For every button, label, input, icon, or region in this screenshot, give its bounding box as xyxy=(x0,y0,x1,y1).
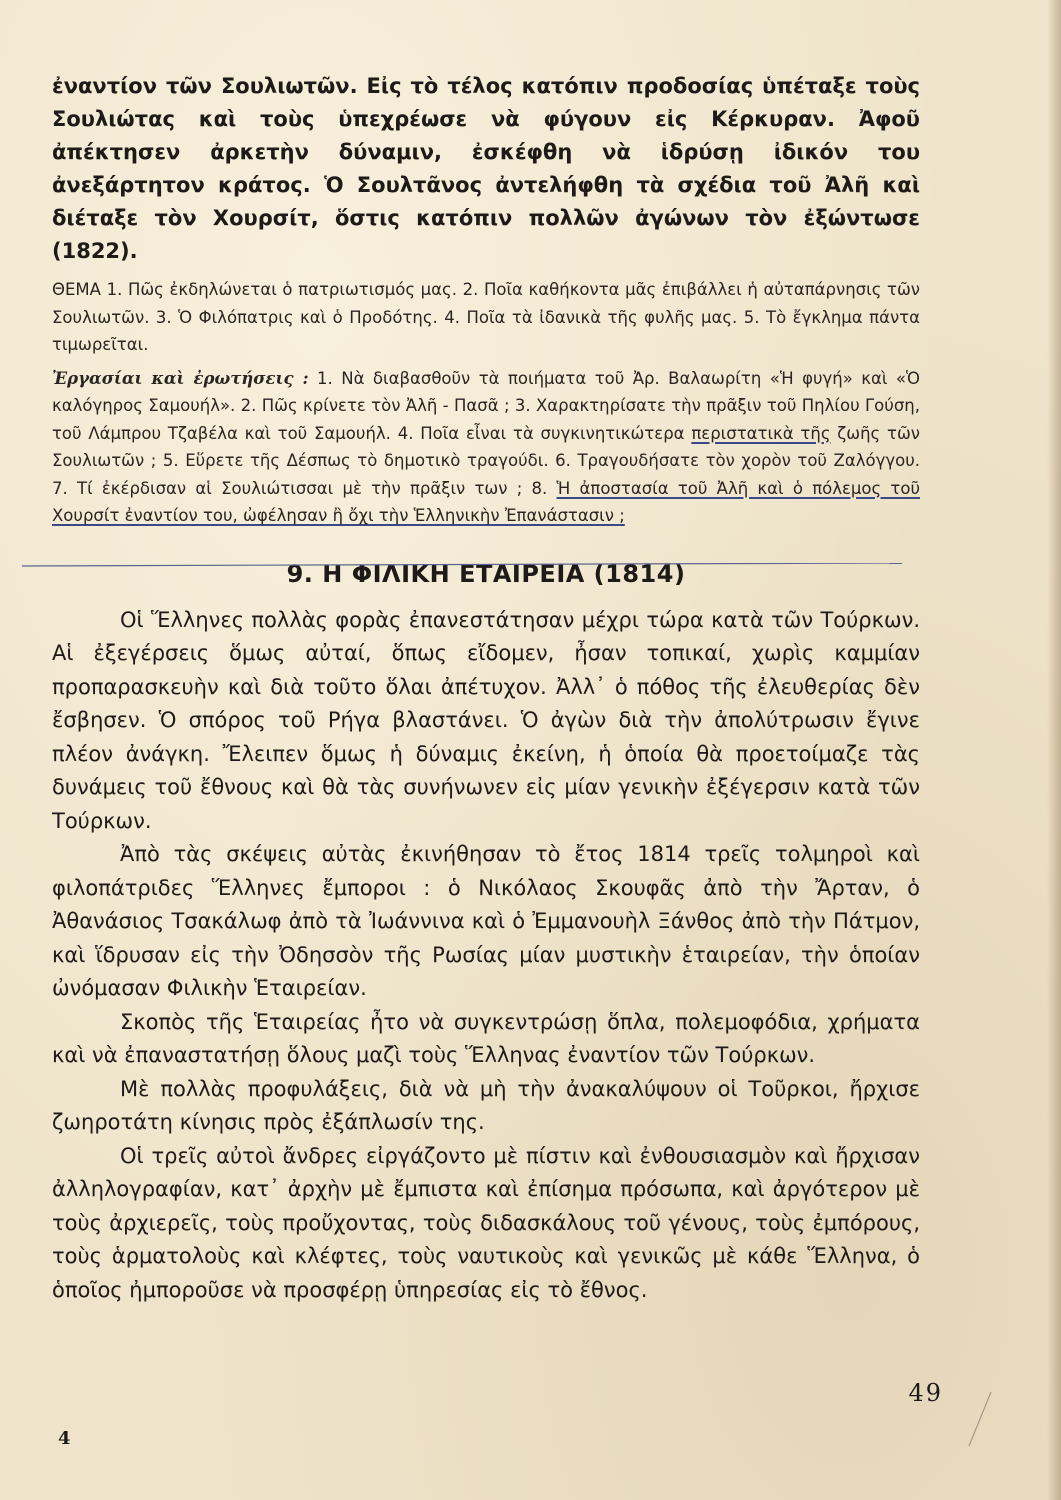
body-paragraph-3: Σκοπὸς τῆς Ἑταιρείας ἦτο νὰ συγκεντρώσῃ ὅπλα, πολεμοφόδια, χρήματα καὶ νὰ ἐπαναστατήσῃ ὅλους μαζὶ τοὺς Ἕλληνας ἐναντίον τῶν Τούρκων. xyxy=(52,1009,920,1067)
page-content xyxy=(52,70,920,1307)
exercises-text-1: 1. Νὰ διαβασθοῦν τὰ ποιήματα τοῦ Ἀρ. Βαλαωρίτη «Ἡ φυγή» καὶ «Ὁ καλόγηρος Σαμουήλ». 2. Πῶς κρίνετε τὸν Ἀλῆ - Πασᾶ ; 3. Χαρακτηρίσατε τὴν πρᾶξιν τοῦ Πηλίου Γούση, τοῦ Λάμπρου Τζαβέλα καὶ τοῦ Σαμουήλ. 4. Ποῖα εἶναι τὰ συγκινητικώτερα xyxy=(52,368,920,443)
signature-mark: 4 xyxy=(58,1428,71,1449)
pencil-mark-icon xyxy=(961,1390,1001,1450)
body-paragraph-5: Οἱ τρεῖς αὐτοὶ ἄνδρες εἰργάζοντο μὲ πίστιν καὶ ἐνθουσιασμὸν καὶ ἤρχισαν ἀλληλογραφίαν, κατ᾽ ἀρχὴν μὲ ἔμπιστα καὶ ἐπίσημα πρόσωπα, καὶ ἀργότερον μὲ τοὺς ἀρχιερεῖς, τοὺς προὔχοντας, τοὺς διδασκάλους τοῦ γένους, τοὺς ἐμπόρους, τοὺς ἁρματολοὺς καὶ κλέφτες, τοὺς ναυτικοὺς καὶ γενικῶς μὲ κάθε Ἕλληνα, ὁ ὁποῖος ἠμποροῦσε νὰ προσφέρῃ ὑπηρεσίας εἰς τὸ ἔθνος. xyxy=(52,1143,920,1302)
page-edge-shadow xyxy=(1047,0,1061,1500)
body-paragraph-1: Οἱ Ἕλληνες πολλὰς φορὰς ἐπανεστάτησαν μέχρι τώρα κατὰ τῶν Τούρκων. Αἱ ἐξεγέρσεις ὅμως αὐταί, ὅπως εἴδομεν, ἦσαν τοπικαί, χωρὶς καμμίαν προπαρασκευὴν καὶ διὰ τοῦτο ὅλαι ἀπέτυχον. Ἀλλ᾽ ὁ πόθος τῆς ἐλευθερίας δὲν ἔσβησεν. Ὁ σπόρος τοῦ Ρήγα βλαστάνει. Ὁ ἀγὼν διὰ τὴν ἀπολύτρωσιν ἔγινε πλέον ἀνάγκη. Ἔλειπεν ὅμως ἡ δύναμις ἐκείνη, ἡ ὁποία θὰ προετοίμαζε τὰς δυνάμεις τοῦ ἔθνους καὶ θὰ τὰς συνήνωνεν εἰς μίαν γενικὴν ἐξέγερσιν κατὰ τῶν Τούρκων. xyxy=(52,607,920,833)
section-title: 9. Η ΦΙΛΙΚΗ ΕΤΑΙΡΕΙΑ (1814) xyxy=(286,559,686,588)
exercises-text-2: ζωῆς τῶν Σουλιωτῶν ; 5. Εὕρετε τῆς Δέσπως τὸ δημοτικὸ τραγούδι. 6. Τραγουδήσατε τὸν χορὸν τοῦ Ζαλόγγου. 7. Τί ἐκέρδισαν αἱ Σουλιώτισσαι μὲ τὴν πρᾶξιν των ; 8. xyxy=(52,423,920,498)
exercises-paragraph xyxy=(52,365,920,530)
themes-paragraph: ΘΕΜΑ 1. Πῶς ἐκδηλώνεται ὁ πατριωτισμός μας. 2. Ποῖα καθήκοντα μᾶς ἐπιβάλλει ἡ αὐταπάρνησις τῶν Σουλιωτῶν. 3. Ὁ Φιλόπατρις καὶ ὁ Προδότης. 4. Ποῖα τὰ ἰδανικὰ τῆς φυλῆς μας. 5. Τὸ ἔγκλημα πάντα τιμωρεῖται. xyxy=(52,280,920,354)
body-paragraph-4: Μὲ πολλὰς προφυλάξεις, διὰ νὰ μὴ τὴν ἀνακαλύψουν οἱ Τοῦρκοι, ἤρχισε ζωηροτάτη κίνησις πρὸς ἐξάπλωσίν της. xyxy=(52,1076,920,1134)
exercises-label: Ἐργασίαι καὶ ἐρωτήσεις : xyxy=(52,368,309,388)
exercises-underlined-1: περιστατικὰ τῆς xyxy=(691,423,831,443)
body-paragraph-2: Ἀπὸ τὰς σκέψεις αὐτὰς ἐκινήθησαν τὸ ἔτος 1814 τρεῖς τολμηροὶ καὶ φιλοπάτριδες Ἕλληνες ἔμποροι : ὁ Νικόλαος Σκουφᾶς ἀπὸ τὴν Ἄρταν, ὁ Ἀθανάσιος Τσακάλωφ ἀπὸ τὰ Ἰωάννινα καὶ ὁ Ἐμμανουὴλ Ξάνθος ἀπὸ τὴν Πάτμον, καὶ ἵδρυσαν εἰς τὴν Ὀδησσὸν τῆς Ρωσίας μίαν μυστικὴν ἑταιρείαν, τὴν ὁποίαν ὠνόμασαν Φιλικὴν Ἑταιρείαν. xyxy=(52,842,920,1000)
exercises-underlined-2: Ἡ ἀποστασία τοῦ Ἀλῆ καὶ ὁ πόλεμος τοῦ Χουρσίτ ἐναντίον του, ὠφέλησαν ἢ ὄχι τὴν Ἑλληνικὴν Ἐπανάστασιν ; xyxy=(52,478,920,525)
pen-stroke-line xyxy=(22,563,902,567)
page-number: 49 xyxy=(908,1379,943,1407)
intro-paragraph: ἐναντίον τῶν Σουλιωτῶν. Εἰς τὸ τέλος κατόπιν προδοσίας ὑπέταξε τοὺς Σουλιώτας καὶ τοὺς ὑπεχρέωσε νὰ φύγουν εἰς Κέρκυραν. Ἀφοῦ ἀπέκτησεν ἀρκετὴν δύναμιν, ἐσκέφθη νὰ ἱδρύσῃ ἰδικόν του ἀνεξάρτητον κράτος. Ὁ Σουλτᾶνος ἀντελήφθη τὰ σχέδια τοῦ Ἀλῆ καὶ διέταξε τὸν Χουρσίτ, ὅστις κατόπιν πολλῶν ἀγώνων τὸν ἐξώντωσε (1822). xyxy=(52,74,920,263)
